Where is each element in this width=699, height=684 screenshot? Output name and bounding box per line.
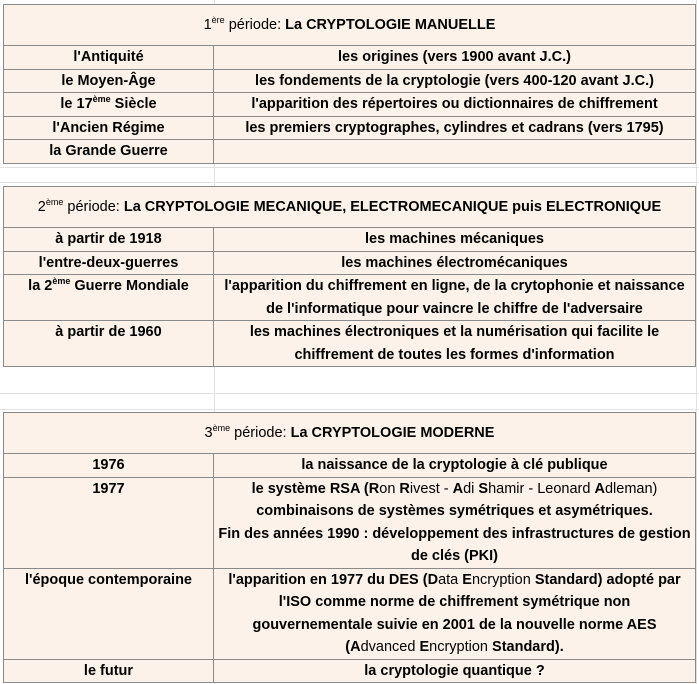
event-cell: les fondements de la cryptologie (vers 400-120 avant J.C.) [214, 69, 696, 93]
era-cell: le 17ème Siècle [4, 93, 214, 117]
era-cell: le Moyen-Âge [4, 69, 214, 93]
table-row [4, 454, 696, 478]
event-cell: les machines mécaniques [214, 228, 696, 252]
pki-line: Fin des années 1990 : développement des infrastructures de gestion de clés (PKI) [218, 525, 691, 564]
grid-line [0, 409, 699, 410]
era-cell: à partir de 1960 [4, 321, 214, 367]
table-row [4, 69, 696, 93]
period-2-header-row [4, 187, 696, 228]
event-cell: la naissance de la cryptologie à clé publique [214, 454, 696, 478]
event-cell: l'apparition en 1977 du DES (Data Encryption Standard) adopté par l'ISO comme norme de chiffrement symétrique non gouvernementale suivie en 2001 de la nouvelle norme AES (Advanced Encryption Standard). [214, 568, 696, 659]
event-cell: les machines électromécaniques [214, 251, 696, 275]
period-3-title: 3ème période: La CRYPTOLOGIE MODERNE [4, 413, 696, 454]
period-2-title: 2ème période: La CRYPTOLOGIE MECANIQUE, ELECTROMECANIQUE puis ELECTRONIQUE [4, 187, 696, 228]
event-cell: les machines électroniques et la numérisation qui facilite le chiffrement de toutes les formes d'information [214, 321, 696, 367]
table-row [4, 116, 696, 140]
era-cell: l'entre-deux-guerres [4, 251, 214, 275]
period-2-table [3, 186, 696, 367]
rsa-line: le système RSA (Ron Rivest - Adi Shamir - Leonard Adleman) [251, 480, 658, 497]
event-cell: les premiers cryptographes, cylindres et cadrans (vers 1795) [214, 116, 696, 140]
table-row [4, 228, 696, 252]
era-cell: à partir de 1918 [4, 228, 214, 252]
event-cell: l'apparition des répertoires ou dictionnaires de chiffrement [214, 93, 696, 117]
table-row [4, 140, 696, 164]
table-row [4, 568, 696, 659]
era-cell: l'Ancien Régime [4, 116, 214, 140]
table-row [4, 477, 696, 568]
grid-line [696, 0, 697, 684]
period-1-header-row [4, 5, 696, 46]
period-3-header-row [4, 413, 696, 454]
table-row [4, 251, 696, 275]
event-cell [214, 477, 696, 568]
event-cell: la cryptologie quantique ? [214, 659, 696, 683]
era-cell: l'Antiquité [4, 46, 214, 70]
era-cell: 1977 [4, 477, 214, 568]
era-cell: la 2ème Guerre Mondiale [4, 275, 214, 321]
era-cell: la Grande Guerre [4, 140, 214, 164]
period-1-table [3, 4, 696, 164]
event-cell [214, 140, 696, 164]
era-cell: 1976 [4, 454, 214, 478]
grid-line [0, 167, 699, 168]
grid-line [0, 393, 699, 394]
table-row [4, 275, 696, 321]
table-row [4, 321, 696, 367]
era-cell: le futur [4, 659, 214, 683]
period-3-table [3, 412, 696, 683]
table-row [4, 659, 696, 683]
grid-line [0, 182, 699, 183]
event-cell: l'apparition du chiffrement en ligne, de la crytophonie et naissance de l'informatique pour vaincre le chiffre de l'adversaire [214, 275, 696, 321]
table-row [4, 46, 696, 70]
event-cell: les origines (vers 1900 avant J.C.) [214, 46, 696, 70]
hybrid-line: combinaisons de systèmes symétriques et asymétriques. [256, 503, 653, 519]
table-row [4, 93, 696, 117]
period-1-title: 1ère période: La CRYPTOLOGIE MANUELLE [4, 5, 696, 46]
era-cell: l'époque contemporaine [4, 568, 214, 659]
